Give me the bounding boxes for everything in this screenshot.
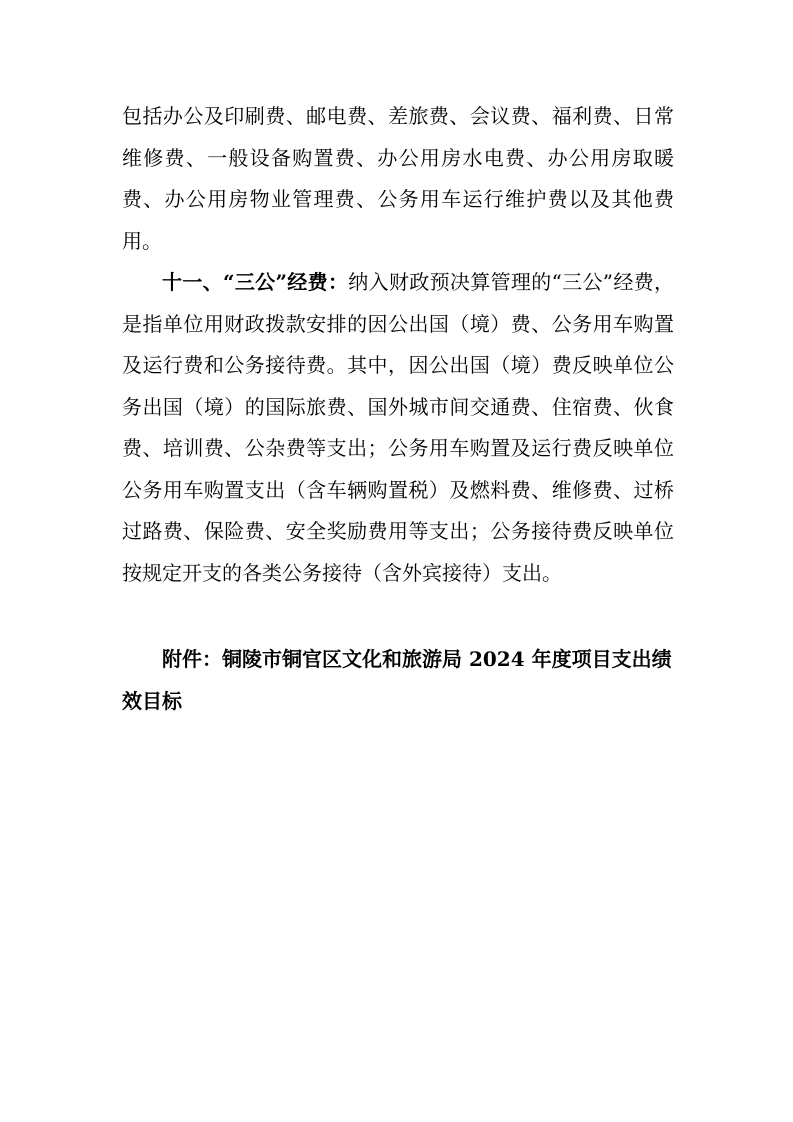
paragraph-three-public-expenses <box>122 262 674 594</box>
paragraph-expense-items: 包括办公及印刷费、邮电费、差旅费、会议费、福利费、日常维修费、一般设备购置费、办公用房水电费、办公用房取暖费、办公用房物业管理费、公务用车运行维护费以及其他费用。 <box>122 104 674 253</box>
section-body-three-public-expenses: 纳入财政预决算管理的“三公”经费，是指单位用财政拨款安排的因公出国（境）费、公务用车购置及运行费和公务接待费。其中，因公出国（境）费反映单位公务出国（境）的国际旅费、国外城市间交通费、住宿费、伙食费、培训费、公杂费等支出；公务用车购置及运行费反映单位公务用车购置支出（含车辆购置税）及燃料费、维修费、过桥过路费、保险费、安全奖励费用等支出；公务接待费反映单位按规定开支的各类公务接待（含外宾接待）支出。 <box>122 270 674 585</box>
section-heading-three-public-expenses: 十一、“三公”经费： <box>162 270 349 294</box>
attachment-note: 附件：铜陵市铜官区文化和旅游局 2024 年度项目支出绩效目标 <box>122 647 672 713</box>
document-body <box>122 96 674 594</box>
